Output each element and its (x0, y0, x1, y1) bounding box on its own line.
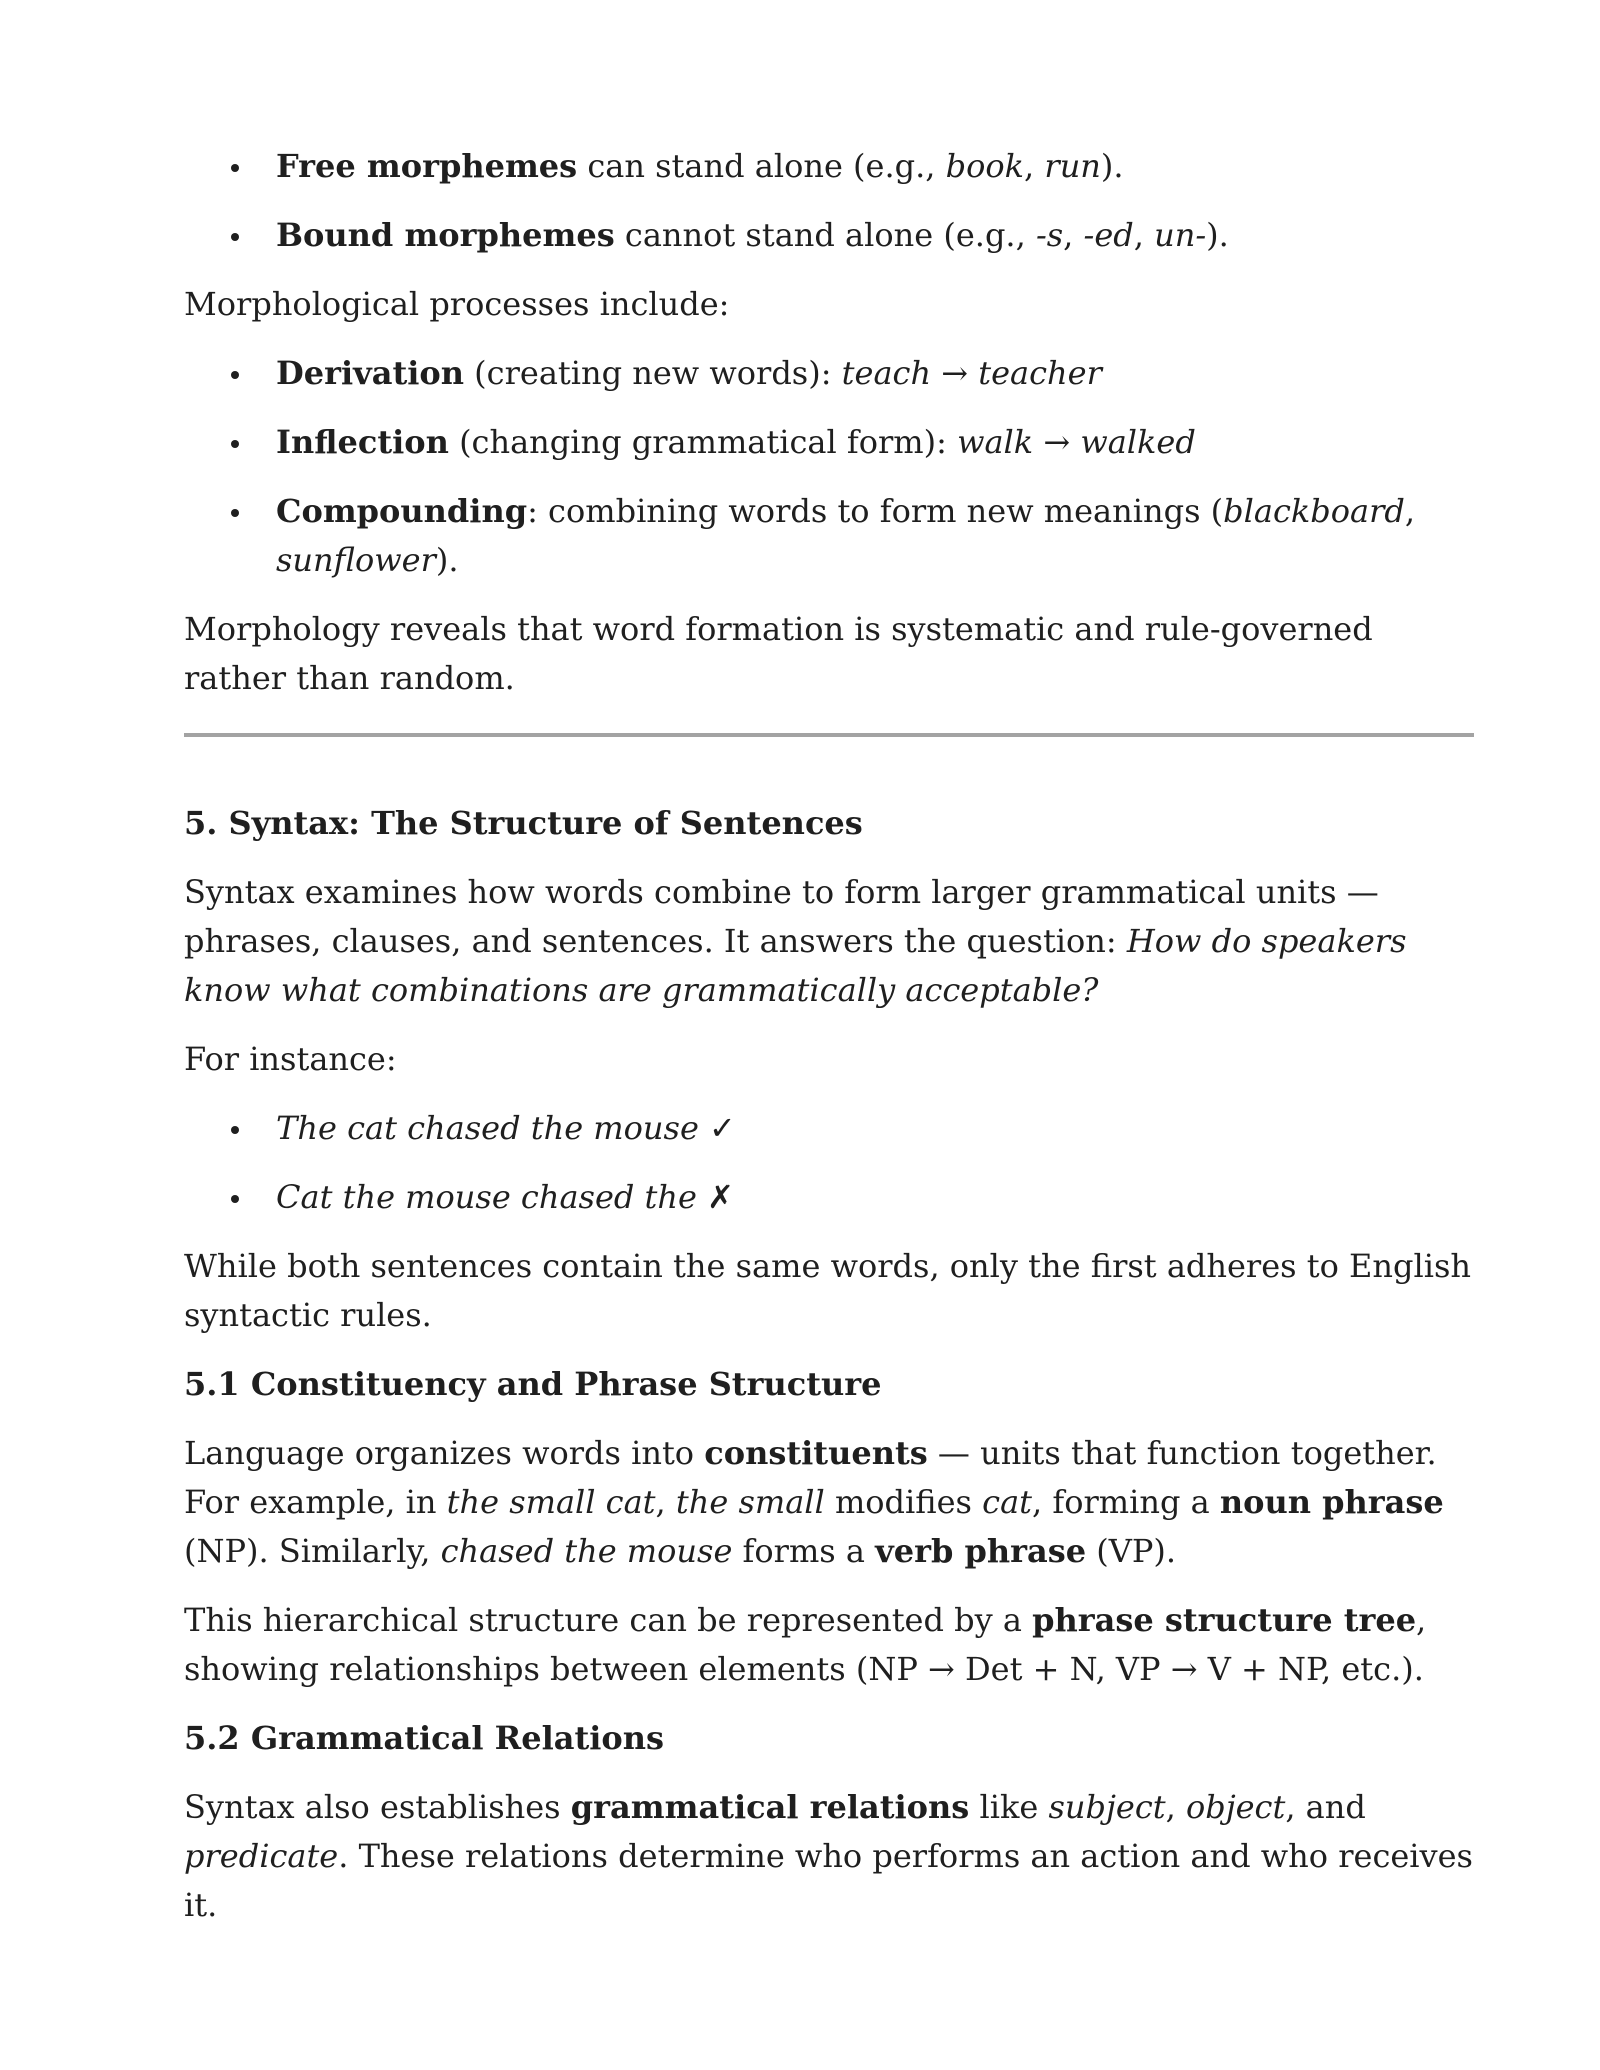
document-page (184, 142, 1474, 1950)
for-instance-label: For instance: (184, 1040, 397, 1078)
section-divider (184, 733, 1474, 737)
list-item-inflection: Inflection (changing grammatical form): walk → walked (184, 418, 1474, 467)
constituency-paragraph: Language organizes words into constituents — units that function together. For example, in the small cat, the small modifies cat, forming a noun phrase (NP). Similarly, chased the mouse forms a verb phrase (VP). (184, 1434, 1444, 1570)
list-item-derivation: Derivation (creating new words): teach → teacher (184, 349, 1474, 398)
example-note-paragraph: While both sentences contain the same words, only the first adheres to English syntactic rules. (184, 1247, 1471, 1334)
checkmark-icon: ✓ (709, 1109, 736, 1147)
list-item-compounding: Compounding: combining words to form new meanings (blackboard, sunflower). (184, 487, 1474, 585)
morpheme-type-list (184, 142, 1474, 260)
list-item-bound-morphemes: Bound morphemes cannot stand alone (e.g., -s, -ed, un-). (184, 211, 1474, 260)
syntax-intro-paragraph: Syntax examines how words combine to form larger grammatical units — phrases, clauses, and sentences. It answers the question: How do speakers know what combinations are grammatically acceptable? (184, 873, 1407, 1009)
section-5-2-heading: 5.2 Grammatical Relations (184, 1719, 665, 1757)
section-5-heading: 5. Syntax: The Structure of Sentences (184, 804, 863, 842)
processes-intro: Morphological processes include: (184, 285, 730, 323)
grammatical-relations-paragraph: Syntax also establishes grammatical relations like subject, object, and predicate. These relations determine who performs an action and who receives it. (184, 1788, 1473, 1924)
cross-mark-icon: ✗ (707, 1178, 734, 1216)
morphology-conclusion: Morphology reveals that word formation is systematic and rule-governed rather than random. (184, 610, 1373, 697)
list-item-ungrammatical-example: Cat the mouse chased the ✗ (184, 1173, 1474, 1222)
phrase-structure-paragraph: This hierarchical structure can be represented by a phrase structure tree, showing relationships between elements (NP → Det + N, VP → V + NP, etc.). (184, 1601, 1427, 1688)
morphological-process-list (184, 349, 1474, 585)
list-item-grammatical-example: The cat chased the mouse ✓ (184, 1104, 1474, 1153)
section-5-1-heading: 5.1 Constituency and Phrase Structure (184, 1365, 882, 1403)
list-item-free-morphemes: Free morphemes can stand alone (e.g., book, run). (184, 142, 1474, 191)
sentence-example-list (184, 1104, 1474, 1222)
